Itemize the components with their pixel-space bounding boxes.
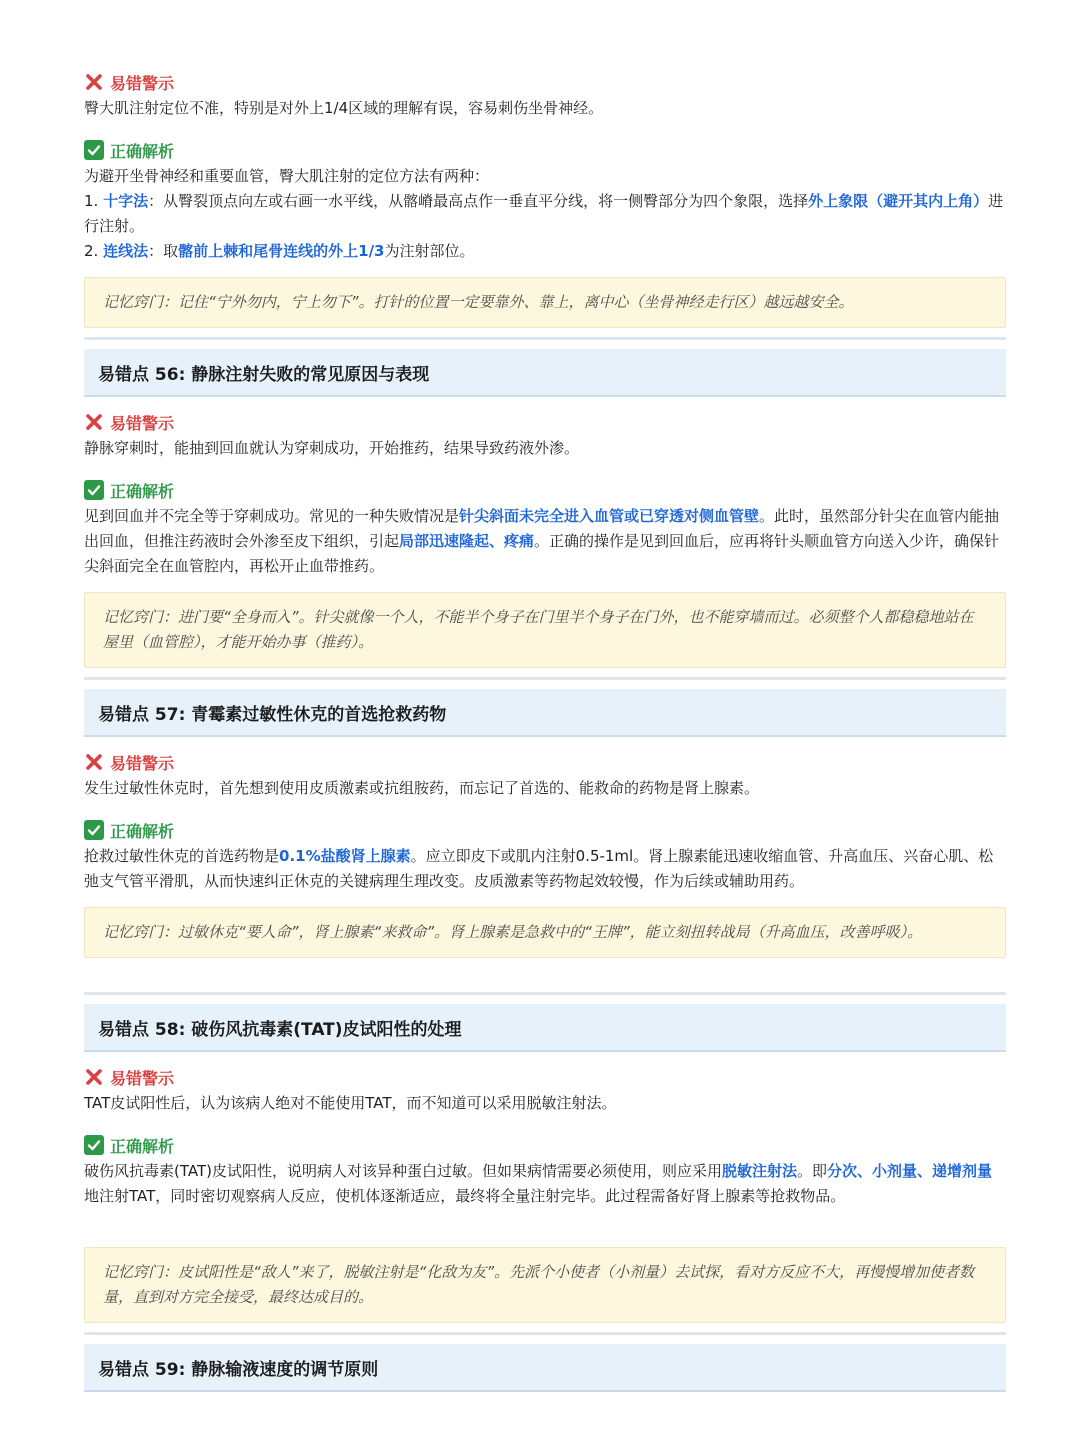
wrong-label: 易错警示 [84, 750, 1006, 774]
memo-box: 记忆窍门：过敏休克“要人命”，肾上腺素“来救命”。肾上腺素是急救中的“王牌”，能立刻扭转战局（升高血压，改善呼吸）。 [84, 907, 1006, 958]
section-header-58: 易错点 58: 破伤风抗毒素(TAT)皮试阳性的处理 [84, 1004, 1006, 1052]
divider [84, 677, 1006, 680]
right-intro: 为避开坐骨神经和重要血管，臀大肌注射的定位方法有两种： [84, 167, 490, 185]
divider [84, 337, 1006, 340]
wrong-block [84, 1065, 1006, 1116]
method-2: 2. 连线法：取髂前上棘和尾骨连线的外上1/3为注射部位。 [84, 242, 475, 260]
memo-box: 记忆窍门：皮试阳性是“敌人”来了，脱敏注射是“化敌为友”。先派个小使者（小剂量）去试探，看对方反应不大，再慢慢增加使者数量，直到对方完全接受，最终达成目的。 [84, 1247, 1006, 1323]
cross-icon [84, 412, 104, 432]
divider [84, 992, 1006, 995]
right-text: 见到回血并不完全等于穿刺成功。常见的一种失败情况是针尖斜面未完全进入血管或已穿透对侧血管壁。此时，虽然部分针尖在血管内能抽出回血，但推注药液时会外渗至皮下组织，引起局部迅速隆起、疼痛。正确的操作是见到回血后，应再将针头顺血管方向送入少许，确保针尖斜面完全在血管腔内，再松开止血带推药。 [84, 507, 1000, 575]
wrong-text: 静脉穿刺时，能抽到回血就认为穿刺成功，开始推药，结果导致药液外渗。 [84, 439, 580, 457]
right-label: 正确解析 [84, 478, 1006, 502]
check-icon [84, 820, 104, 840]
right-block [84, 818, 1006, 894]
right-block [84, 138, 1006, 264]
wrong-label: 易错警示 [84, 1065, 1006, 1089]
right-text: 抢救过敏性休克的首选药物是0.1%盐酸肾上腺素。应立即皮下或肌内注射0.5-1ml。肾上腺素能迅速收缩血管、升高血压、兴奋心肌、松弛支气管平滑肌，从而快速纠正休克的关键病理生理改变。皮质激素等药物起效较慢，作为后续或辅助用药。 [84, 847, 994, 890]
right-label: 正确解析 [84, 1133, 1006, 1157]
cross-icon [84, 752, 104, 772]
wrong-text: TAT皮试阳性后，认为该病人绝对不能使用TAT，而不知道可以采用脱敏注射法。 [84, 1094, 617, 1112]
wrong-text: 发生过敏性休克时，首先想到使用皮质激素或抗组胺药，而忘记了首选的、能救命的药物是肾上腺素。 [84, 779, 760, 797]
memo-box: 记忆窍门：记住“宁外勿内，宁上勿下”。打针的位置一定要靠外、靠上，离中心（坐骨神经走行区）越远越安全。 [84, 277, 1006, 328]
section-header-57: 易错点 57: 青霉素过敏性休克的首选抢救药物 [84, 689, 1006, 737]
wrong-label: 易错警示 [84, 410, 1006, 434]
check-icon [84, 480, 104, 500]
check-icon [84, 140, 104, 160]
right-label: 正确解析 [84, 138, 1006, 162]
wrong-text: 臀大肌注射定位不准，特别是对外上1/4区域的理解有误，容易刺伤坐骨神经。 [84, 99, 604, 117]
right-block [84, 1133, 1006, 1209]
method-1: 1. 十字法：从臀裂顶点向左或右画一水平线，从髂嵴最高点作一垂直平分线，将一侧臀部分为四个象限，选择外上象限（避开其内上角）进行注射。 [84, 192, 1004, 235]
cross-icon [84, 1067, 104, 1087]
wrong-block [84, 70, 1006, 121]
check-icon [84, 1135, 104, 1155]
section-header-59: 易错点 59: 静脉输液速度的调节原则 [84, 1344, 1006, 1392]
right-block [84, 478, 1006, 579]
right-text: 破伤风抗毒素(TAT)皮试阳性，说明病人对该异种蛋白过敏。但如果病情需要必须使用，则应采用脱敏注射法。即分次、小剂量、递增剂量地注射TAT，同时密切观察病人反应，使机体逐渐适应，最终将全量注射完毕。此过程需备好肾上腺素等抢救物品。 [84, 1162, 993, 1205]
divider [84, 1332, 1006, 1335]
right-label: 正确解析 [84, 818, 1006, 842]
method-1-name: 十字法 [103, 192, 149, 210]
method-2-name: 连线法 [103, 242, 149, 260]
wrong-block [84, 750, 1006, 801]
wrong-block [84, 410, 1006, 461]
cross-icon [84, 72, 104, 92]
section-header-56: 易错点 56: 静脉注射失败的常见原因与表现 [84, 349, 1006, 397]
wrong-label: 易错警示 [84, 70, 1006, 94]
memo-box: 记忆窍门：进门要“全身而入”。针尖就像一个人，不能半个身子在门里半个身子在门外，也不能穿墙而过。必须整个人都稳稳地站在屋里（血管腔），才能开始办事（推药）。 [84, 592, 1006, 668]
